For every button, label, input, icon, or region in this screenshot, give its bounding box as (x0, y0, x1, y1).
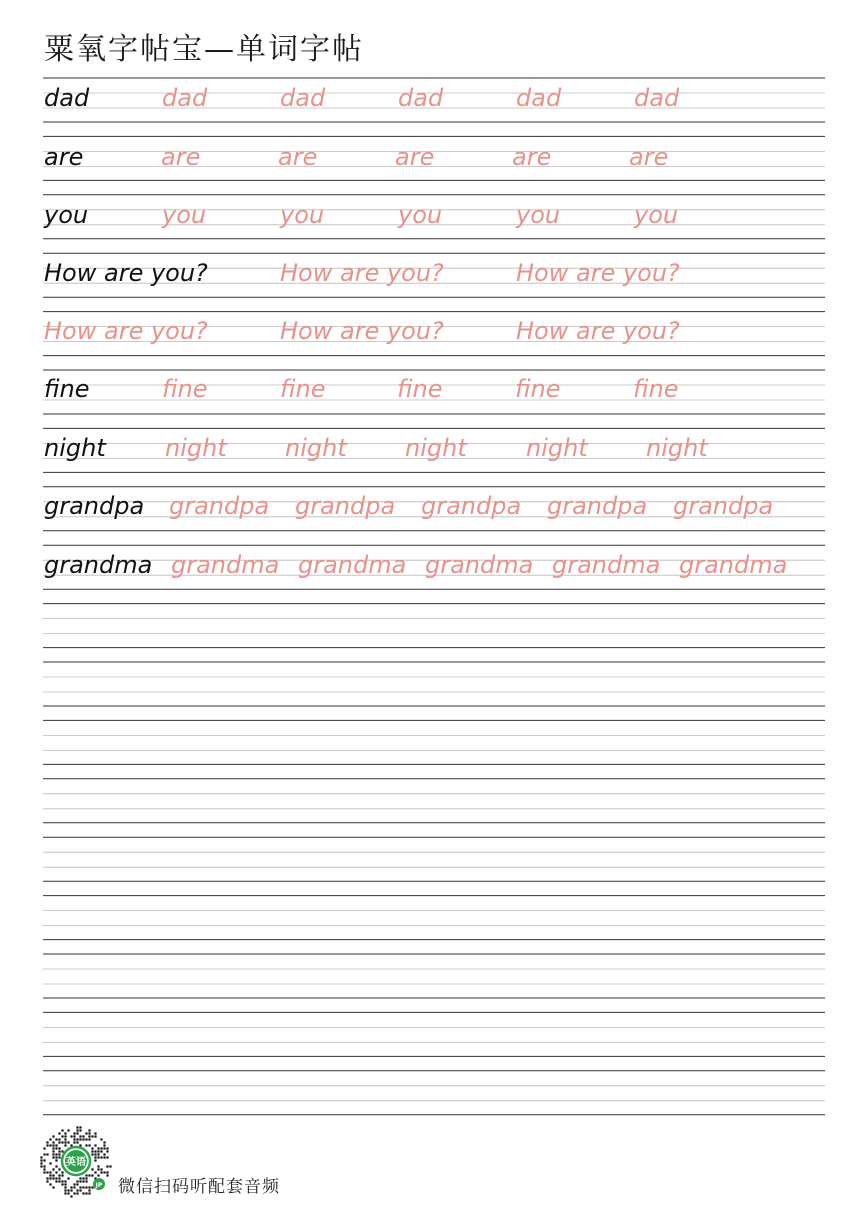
qr-dot (40, 1162, 42, 1164)
qr-dot (55, 1171, 57, 1173)
qr-dot (52, 1177, 54, 1179)
qr-dot (46, 1180, 48, 1182)
trace-word: dad (398, 84, 444, 112)
qr-dot (61, 1150, 63, 1152)
qr-dot (46, 1177, 48, 1179)
qr-dot (97, 1165, 99, 1167)
qr-dot (97, 1147, 99, 1149)
qr-code-icon (40, 1126, 112, 1198)
qr-dot (52, 1168, 54, 1170)
trace-word: are (161, 143, 201, 171)
qr-dot (91, 1153, 93, 1155)
qr-dot (94, 1153, 96, 1155)
qr-dot (94, 1156, 96, 1158)
trace-phrase: How are you? (516, 259, 680, 287)
qr-dot (43, 1171, 45, 1173)
qr-dot (97, 1153, 99, 1155)
model-word: fine (44, 375, 90, 403)
qr-dot (49, 1144, 51, 1146)
qr-dot (61, 1180, 63, 1182)
qr-dot (103, 1141, 105, 1143)
qr-dot (91, 1147, 93, 1149)
qr-dot (88, 1132, 90, 1134)
qr-dot (73, 1141, 75, 1143)
qr-dot (103, 1153, 105, 1155)
qr-dot (70, 1195, 72, 1197)
trace-word: you (162, 201, 207, 229)
trace-word: night (285, 434, 347, 462)
qr-dot (58, 1138, 60, 1140)
qr-dot (94, 1144, 96, 1146)
trace-word: you (398, 201, 443, 229)
qr-dot (55, 1147, 57, 1149)
qr-dot (58, 1174, 60, 1176)
trace-word: night (526, 434, 588, 462)
qr-dot (61, 1171, 63, 1173)
qr-dot (55, 1180, 57, 1182)
trace-word: are (629, 143, 669, 171)
qr-dot (55, 1165, 57, 1167)
qr-dot (55, 1177, 57, 1179)
trace-word: are (512, 143, 552, 171)
qr-dot (73, 1183, 75, 1185)
qr-dot (94, 1150, 96, 1152)
trace-word: fine (162, 375, 208, 403)
qr-dot (64, 1186, 66, 1188)
trace-word: you (634, 201, 679, 229)
qr-dot (64, 1144, 66, 1146)
qr-dot (73, 1138, 75, 1140)
qr-dot (88, 1144, 90, 1146)
qr-dot (85, 1180, 87, 1182)
model-word: dad (44, 84, 90, 112)
qr-dot (70, 1186, 72, 1188)
trace-phrase: How are you? (280, 317, 444, 345)
qr-dot (55, 1153, 57, 1155)
qr-dot (49, 1162, 51, 1164)
qr-dot (64, 1141, 66, 1143)
qr-dot (70, 1135, 72, 1137)
qr-dot (109, 1165, 111, 1167)
qr-center-label: 英语 (66, 1157, 86, 1168)
qr-dot (94, 1171, 96, 1173)
trace-word: night (405, 434, 467, 462)
qr-dot (106, 1171, 108, 1173)
qr-dot (94, 1132, 96, 1134)
trace-word: are (278, 143, 318, 171)
trace-phrase: How are you? (516, 317, 680, 345)
qr-dot (61, 1183, 63, 1185)
trace-word: you (516, 201, 561, 229)
qr-dot (67, 1189, 69, 1191)
qr-dot (73, 1132, 75, 1134)
qr-dot (88, 1138, 90, 1140)
qr-dot (52, 1144, 54, 1146)
trace-word: you (280, 201, 325, 229)
model-word: grandma (44, 551, 153, 579)
qr-dot (61, 1135, 63, 1137)
qr-dot (82, 1186, 84, 1188)
qr-dot (79, 1186, 81, 1188)
qr-dot (43, 1168, 45, 1170)
trace-word: grandma (679, 551, 788, 579)
qr-dot (88, 1129, 90, 1131)
qr-dot (88, 1135, 90, 1137)
qr-dot (55, 1144, 57, 1146)
qr-dot (67, 1177, 69, 1179)
qr-dot (43, 1159, 45, 1161)
trace-word: grandma (552, 551, 661, 579)
trace-word: dad (634, 84, 680, 112)
qr-dot (79, 1126, 81, 1128)
qr-dot (73, 1192, 75, 1194)
qr-dot (82, 1135, 84, 1137)
qr-dot (58, 1132, 60, 1134)
qr-dot (55, 1138, 57, 1140)
qr-dot (82, 1180, 84, 1182)
scan-instruction: 微信扫码听配套音频 (118, 1177, 280, 1197)
qr-dot (61, 1174, 63, 1176)
trace-phrase: How are you? (280, 259, 444, 287)
trace-word: grandma (171, 551, 280, 579)
trace-word: grandpa (421, 492, 522, 520)
footer (40, 1126, 360, 1202)
qr-dot (76, 1192, 78, 1194)
trace-word: grandpa (295, 492, 396, 520)
trace-word: grandpa (673, 492, 774, 520)
qr-dot (49, 1138, 51, 1140)
qr-dot (46, 1153, 48, 1155)
qr-dot (88, 1174, 90, 1176)
qr-dot (67, 1129, 69, 1131)
qr-dot (94, 1135, 96, 1137)
trace-word: grandpa (547, 492, 648, 520)
qr-dot (76, 1126, 78, 1128)
qr-dot (58, 1147, 60, 1149)
model-word: night (44, 434, 106, 462)
qr-dot (100, 1168, 102, 1170)
qr-badge-label: JP (95, 1182, 103, 1189)
qr-dot (55, 1159, 57, 1161)
qr-dot (97, 1174, 99, 1176)
qr-dot (85, 1177, 87, 1179)
qr-dot (100, 1150, 102, 1152)
trace-word: fine (397, 375, 443, 403)
trace-word: are (395, 143, 435, 171)
qr-dot (85, 1132, 87, 1134)
qr-dot (100, 1147, 102, 1149)
qr-dot (43, 1153, 45, 1155)
qr-dot (61, 1141, 63, 1143)
page-title: 粟氧字帖宝—单词字帖 (44, 32, 364, 67)
qr-dot (103, 1156, 105, 1158)
qr-dot (52, 1135, 54, 1137)
model-word: are (44, 143, 84, 171)
qr-dot (82, 1138, 84, 1140)
qr-dot (100, 1171, 102, 1173)
qr-dot (106, 1156, 108, 1158)
qr-dot (58, 1141, 60, 1143)
qr-dot (100, 1156, 102, 1158)
qr-dot (79, 1135, 81, 1137)
qr-dot (52, 1147, 54, 1149)
trace-word: grandma (425, 551, 534, 579)
qr-dot (67, 1192, 69, 1194)
qr-dot (40, 1165, 42, 1167)
qr-dot (49, 1174, 51, 1176)
qr-dot (88, 1189, 90, 1191)
qr-dot (82, 1192, 84, 1194)
qr-dot (91, 1135, 93, 1137)
trace-word: night (165, 434, 227, 462)
qr-dot (76, 1183, 78, 1185)
qr-dot (52, 1156, 54, 1158)
qr-dot (79, 1138, 81, 1140)
trace-word: fine (633, 375, 679, 403)
qr-dot (79, 1177, 81, 1179)
qr-dot (88, 1186, 90, 1188)
trace-word: night (646, 434, 708, 462)
qr-dot (73, 1186, 75, 1188)
qr-dot (52, 1150, 54, 1152)
qr-dot (46, 1144, 48, 1146)
qr-dot (106, 1150, 108, 1152)
qr-dot (76, 1129, 78, 1131)
qr-dot (64, 1183, 66, 1185)
qr-dot (73, 1135, 75, 1137)
qr-dot (64, 1135, 66, 1137)
qr-dot (52, 1174, 54, 1176)
qr-dot (64, 1138, 66, 1140)
qr-dot (49, 1183, 51, 1185)
qr-dot (58, 1168, 60, 1170)
qr-dot (58, 1153, 60, 1155)
qr-dot (79, 1180, 81, 1182)
trace-word: fine (515, 375, 561, 403)
qr-dot (76, 1180, 78, 1182)
qr-dot (49, 1171, 51, 1173)
qr-dot (85, 1186, 87, 1188)
model-word: grandpa (44, 492, 145, 520)
qr-dot (40, 1159, 42, 1161)
qr-dot (64, 1180, 66, 1182)
qr-dot (46, 1171, 48, 1173)
qr-dot (97, 1168, 99, 1170)
qr-dot (85, 1138, 87, 1140)
trace-word: dad (280, 84, 326, 112)
qr-dot (52, 1153, 54, 1155)
trace-phrase: How are you? (44, 317, 208, 345)
qr-dot (58, 1150, 60, 1152)
qr-dot (46, 1141, 48, 1143)
qr-dot (76, 1141, 78, 1143)
qr-dot (82, 1177, 84, 1179)
qr-dot (91, 1174, 93, 1176)
qr-dot (76, 1132, 78, 1134)
qr-dot (58, 1156, 60, 1158)
qr-dot (91, 1168, 93, 1170)
qr-dot (97, 1150, 99, 1152)
qr-dot (91, 1186, 93, 1188)
qr-dot (85, 1144, 87, 1146)
qr-dot (88, 1192, 90, 1194)
qr-dot (58, 1177, 60, 1179)
trace-word: dad (516, 84, 562, 112)
qr-dot (91, 1150, 93, 1152)
qr-dot (106, 1165, 108, 1167)
qr-dot (103, 1144, 105, 1146)
trace-word: grandma (298, 551, 407, 579)
qr-dot (85, 1174, 87, 1176)
qr-dot (70, 1189, 72, 1191)
model-word: you (44, 201, 89, 229)
qr-dot (76, 1138, 78, 1140)
qr-dot (103, 1171, 105, 1173)
trace-word: grandpa (169, 492, 270, 520)
qr-dot (49, 1177, 51, 1179)
qr-dot (106, 1147, 108, 1149)
model-phrase: How are you? (44, 259, 208, 287)
qr-dot (52, 1141, 54, 1143)
qr-dot (55, 1156, 57, 1158)
qr-dot (103, 1147, 105, 1149)
qr-dot (64, 1132, 66, 1134)
qr-dot (100, 1138, 102, 1140)
trace-word: dad (162, 84, 208, 112)
qr-dot (85, 1192, 87, 1194)
qr-dot (106, 1174, 108, 1176)
trace-word: fine (280, 375, 326, 403)
qr-dot (79, 1189, 81, 1191)
qr-dot (43, 1165, 45, 1167)
qr-dot (94, 1159, 96, 1161)
qr-dot (67, 1141, 69, 1143)
qr-dot (43, 1147, 45, 1149)
qr-dot (76, 1189, 78, 1191)
qr-dot (79, 1129, 81, 1131)
qr-dot (64, 1192, 66, 1194)
qr-dot (40, 1156, 42, 1158)
qr-dot (52, 1186, 54, 1188)
qr-dot (64, 1189, 66, 1191)
qr-dot (61, 1129, 63, 1131)
qr-dot (58, 1180, 60, 1182)
qr-dot (97, 1156, 99, 1158)
